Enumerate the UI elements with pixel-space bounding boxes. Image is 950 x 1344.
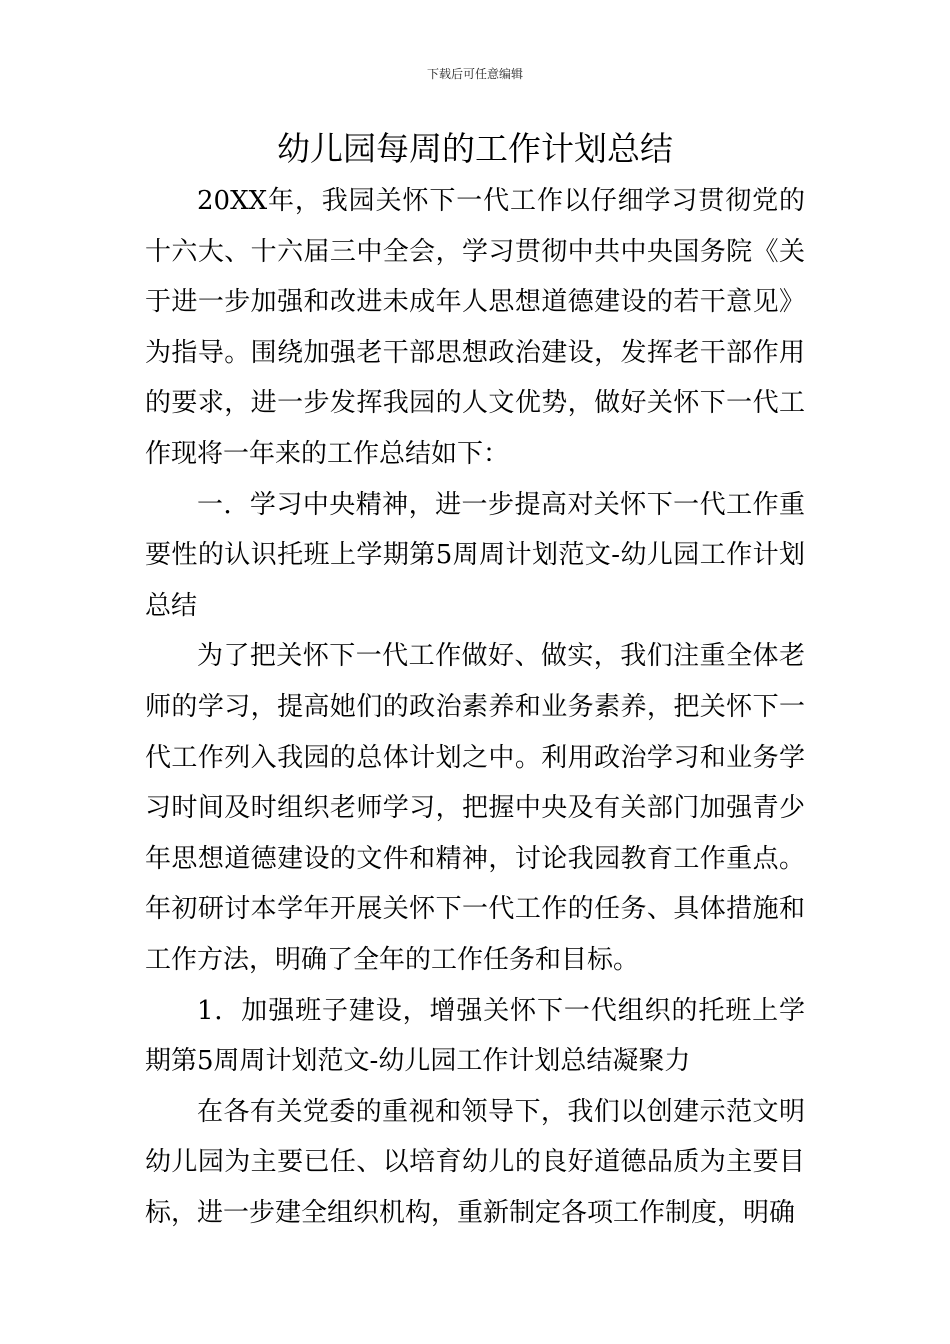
paragraph-intro: 20XX年，我园关怀下一代工作以仔细学习贯彻党的十六大、十六届三中全会，学习贯彻中共中央国务院《关于进一步加强和改进未成年人思想道德建设的若干意见》为指导。围绕加强老干部思想政治建设，发挥老干部作用的要求，进一步发挥我园的人文优势，做好关怀下一代工作现将一年来的工作总结如下： bbox=[145, 186, 805, 469]
paragraph-leadership: 在各有关党委的重视和领导下，我们以创建示范文明幼儿园为主要已任、以培育幼儿的良好道德品质为主要目标，进一步建全组织机构，重新制定各项工作制度，明确 bbox=[145, 1096, 805, 1228]
paragraph-section-1-heading: 一．学习中央精神，进一步提高对关怀下一代工作重要性的认识托班上学期第5周周计划范文-幼儿园工作计划总结 bbox=[145, 489, 805, 621]
document-title: 幼儿园每周的工作计划总结 bbox=[277, 129, 673, 168]
header-note: 下载后可任意编辑 bbox=[426, 67, 523, 81]
document-body bbox=[145, 176, 805, 1238]
paragraph-item-1-heading: 1．加强班子建设，增强关怀下一代组织的托班上学期第5周周计划范文-幼儿园工作计划总结凝聚力 bbox=[145, 995, 805, 1077]
paragraph-study: 为了把关怀下一代工作做好、做实，我们注重全体老师的学习，提高她们的政治素养和业务素养，把关怀下一代工作列入我园的总体计划之中。利用政治学习和业务学习时间及时组织老师学习，把握中央及有关部门加强青少年思想道德建设的文件和精神，讨论我园教育工作重点。年初研讨本学年开展关怀下一代工作的任务、具体措施和工作方法，明确了全年的工作任务和目标。 bbox=[145, 641, 805, 975]
